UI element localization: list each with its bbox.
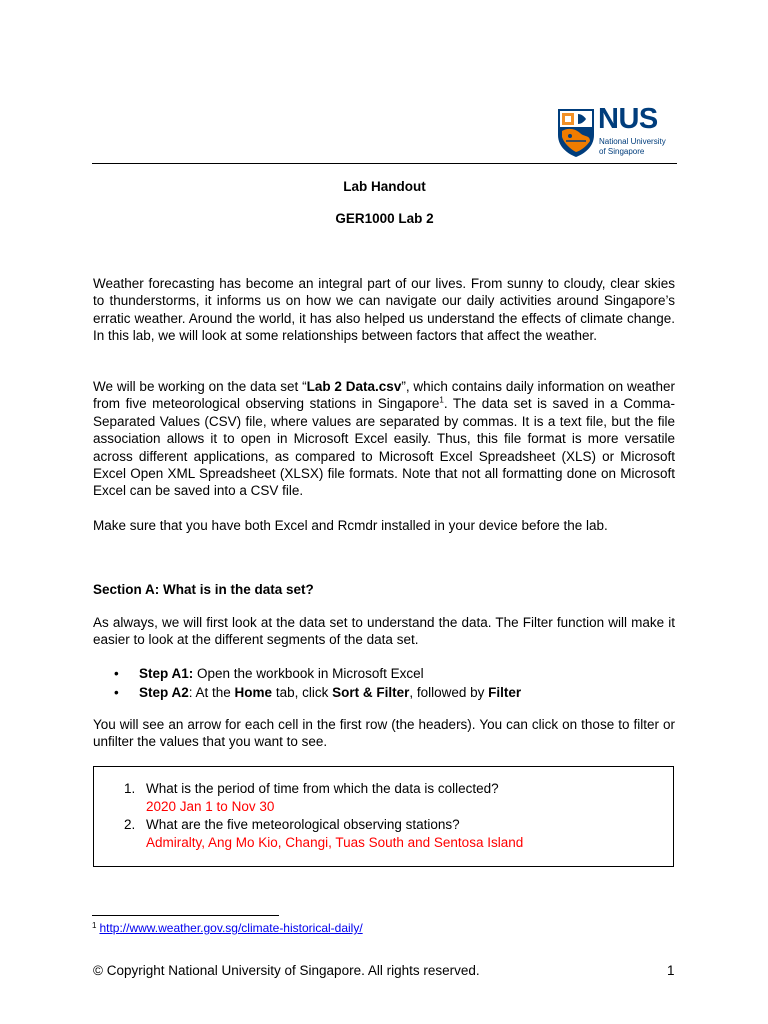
dataset-text-3: . The data set is saved in a Comma-Separated Values (CSV) file, where values are separated by commas. It is a text file, but the file association allows it to open in Microsoft Excel easily. Thus, this file format is more versatile across different applications, as compared to Microsoft Excel Spreadsheet (XLS) or Microsoft Excel Open XML Spreadsheet (XLSX) file formats. Note that not all formatting done on Microsoft Excel can be saved into a CSV file. bbox=[93, 396, 675, 499]
question-text: What is the period of time from which the data is collected? bbox=[146, 781, 499, 796]
question-box bbox=[93, 766, 674, 867]
install-paragraph: Make sure that you have both Excel and Rcmdr installed in your device before the lab. bbox=[93, 518, 608, 533]
section-a-heading: Section A: What is in the data set? bbox=[93, 582, 314, 597]
logo-subtitle-line-1: National University bbox=[599, 137, 666, 146]
bullet-icon: • bbox=[114, 666, 119, 681]
document-title: Lab Handout bbox=[343, 179, 426, 194]
dataset-text-1: We will be working on the data set “ bbox=[93, 379, 307, 394]
footnote bbox=[92, 921, 363, 935]
nus-logo bbox=[556, 103, 676, 159]
footnote-link[interactable]: http://www.weather.gov.sg/climate-historical-daily/ bbox=[99, 921, 363, 935]
logo-subtitle bbox=[599, 137, 679, 156]
step-a1-text: Open the workbook in Microsoft Excel bbox=[193, 666, 424, 681]
step-a2-text-2: tab, click bbox=[272, 685, 333, 700]
bullet-icon: • bbox=[114, 685, 119, 700]
intro-paragraph: Weather forecasting has become an integral part of our lives. From sunny to cloudy, clear skies to thunderstorms, it informs us on how we can navigate our daily activities around Singapore’s erratic weather. Around the world, it has also helped us understand the effects of climate change. In this lab, we will look at some relationships between factors that affect the weather. bbox=[93, 276, 675, 344]
question-text: What are the five meteorological observing stations? bbox=[146, 817, 460, 832]
header-divider bbox=[92, 163, 677, 164]
step-a2-label: Step A2 bbox=[139, 685, 189, 700]
step-a2-sort-filter: Sort & Filter bbox=[332, 685, 410, 700]
question-number: 2. bbox=[124, 817, 136, 832]
dataset-paragraph bbox=[93, 378, 675, 500]
dataset-filename: Lab 2 Data.csv bbox=[306, 379, 402, 394]
footnote-reference[interactable]: 1 bbox=[439, 395, 444, 405]
logo-subtitle-line-2: of Singapore bbox=[599, 146, 645, 156]
answer-text: Admiralty, Ang Mo Kio, Changi, Tuas South and Sentosa Island bbox=[146, 834, 524, 850]
footnote-marker: 1 bbox=[92, 921, 97, 930]
nus-crest-icon bbox=[556, 107, 596, 159]
dataset-text-2: ”, which contains daily information on weather from five meteorological observing stations in Singapore bbox=[93, 379, 676, 412]
question-number: 1. bbox=[124, 781, 136, 796]
logo-wordmark: NUS bbox=[598, 103, 658, 135]
page-number: 1 bbox=[667, 963, 675, 978]
document-subtitle: GER1000 Lab 2 bbox=[335, 211, 434, 226]
step-a2-home: Home bbox=[234, 685, 273, 700]
step-a2 bbox=[93, 683, 675, 702]
section-a-intro: As always, we will first look at the data set to understand the data. The Filter function will make it easier to look at the different segments of the data set. bbox=[93, 615, 675, 648]
footnote-divider bbox=[92, 915, 279, 916]
answer-text: 2020 Jan 1 to Nov 30 bbox=[146, 798, 275, 814]
steps-list bbox=[93, 664, 675, 702]
step-a1-label: Step A1: bbox=[139, 666, 194, 681]
after-steps-paragraph: You will see an arrow for each cell in the first row (the headers). You can click on those to filter or unfilter the values that you want to see. bbox=[93, 717, 675, 750]
step-a1 bbox=[93, 664, 675, 683]
copyright-notice: © Copyright National University of Singapore. All rights reserved. bbox=[93, 963, 480, 978]
step-a2-filter: Filter bbox=[488, 685, 522, 700]
step-a2-text-1: : At the bbox=[188, 685, 235, 700]
step-a2-text-3: , followed by bbox=[409, 685, 489, 700]
